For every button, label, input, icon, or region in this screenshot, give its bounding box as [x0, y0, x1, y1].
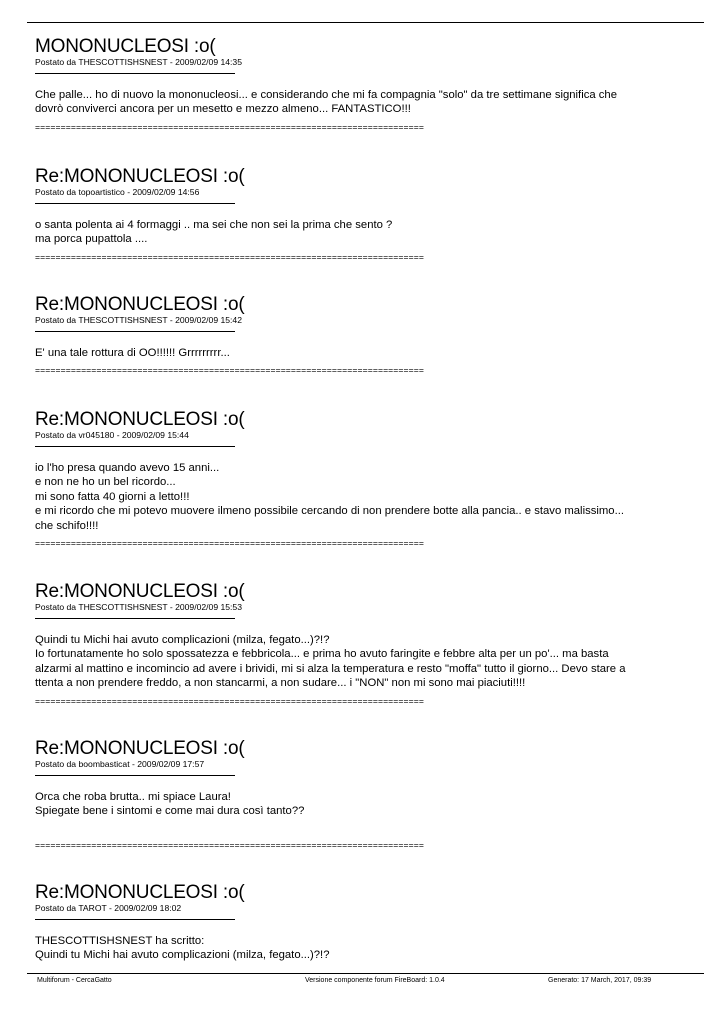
- post-6: [35, 739, 695, 850]
- title-divider: [35, 775, 235, 776]
- title-divider: [35, 331, 235, 332]
- body-line: mi sono fatta 40 giorni a letto!!!: [35, 490, 190, 503]
- post-meta: Postato da vr045180 - 2009/02/09 15:44: [35, 430, 189, 440]
- body-line: io l'ho presa quando avevo 15 anni...: [35, 462, 220, 474]
- body-line: THESCOTTISHSNEST ha scritto:: [35, 935, 205, 947]
- body-line: o santa polenta ai 4 formaggi .. ma sei che non sei la prima che sento ?: [35, 219, 393, 231]
- post-body: [35, 633, 695, 691]
- post-3: [35, 295, 695, 375]
- top-rule: [27, 22, 704, 23]
- post-meta: Postato da topoartistico - 2009/02/09 14:56: [35, 187, 200, 197]
- body-line: e mi ricordo che mi potevo muovere ilmeno possibile cercando di non prendere botte alla pancia.. e stavo malissimo...: [35, 505, 624, 518]
- body-line: Io fortunatamente ho solo spossatezza e febbricola... e prima ho avuto faringite e febbre alta per un po'... ma basta: [35, 648, 609, 661]
- post-separator: ============================================================================: [35, 121, 425, 132]
- post-meta: Postato da TAROT - 2009/02/09 18:02: [35, 903, 182, 913]
- post-separator: ============================================================================: [35, 538, 425, 549]
- post-body: [35, 218, 695, 247]
- footer-generated-date: Generato: 17 March, 2017, 09:39: [548, 977, 652, 984]
- title-divider: [35, 618, 235, 619]
- post-separator: ============================================================================: [35, 365, 425, 376]
- post-2: [35, 167, 695, 262]
- post-4: [35, 410, 695, 548]
- footer-version: Versione componente forum FireBoard: 1.0.4: [305, 977, 445, 984]
- post-body: [35, 346, 695, 360]
- post-title: Re:MONONUCLEOSI :o(: [35, 294, 245, 315]
- post-title: Re:MONONUCLEOSI :o(: [35, 409, 245, 430]
- post-meta: Postato da boombasticat - 2009/02/09 17:57: [35, 759, 205, 769]
- post-5: [35, 582, 695, 706]
- post-title: MONONUCLEOSI :o(: [35, 36, 216, 57]
- body-line: ma porca pupattola ....: [35, 233, 148, 246]
- body-line: e non ne ho un bel ricordo...: [35, 476, 176, 489]
- footer-site-name: Multiforum - CercaGatto: [37, 977, 112, 984]
- body-line: Quindi tu Michi hai avuto complicazioni (milza, fegato...)?!?: [35, 634, 330, 646]
- body-line: Quindi tu Michi hai avuto complicazioni (milza, fegato...)?!?: [35, 949, 330, 962]
- post-meta: Postato da THESCOTTISHSNEST - 2009/02/09 14:35: [35, 57, 242, 67]
- post-meta: Postato da THESCOTTISHSNEST - 2009/02/09 15:53: [35, 602, 242, 612]
- body-line: dovrò conviverci ancora per un mesetto e mezzo almeno... FANTASTICO!!!: [35, 103, 411, 116]
- post-separator: ============================================================================: [35, 839, 425, 850]
- body-line: E' una tale rottura di OO!!!!!! Grrrrrrrrr...: [35, 347, 230, 359]
- body-line: ttenta a non prendere freddo, a non stancarmi, a non sudare... i "NON" non mi sono mai piaciuti!!!!: [35, 677, 526, 690]
- post-separator: ============================================================================: [35, 251, 425, 262]
- body-line: alzarmi al mattino e incomincio ad avere i brividi, mi si alza la temperatura e resto "moffa" tutto il giorno... Devo stare a: [35, 662, 626, 675]
- body-line: Che palle... ho di nuovo la mononucleosi... e considerando che mi fa compagnia "solo" da tre settimane significa che: [35, 89, 617, 101]
- post-1: [35, 37, 695, 132]
- post-separator: ============================================================================: [35, 695, 425, 706]
- post-title: Re:MONONUCLEOSI :o(: [35, 882, 245, 903]
- post-meta: Postato da THESCOTTISHSNEST - 2009/02/09 15:42: [35, 315, 242, 325]
- post-body: [35, 461, 695, 533]
- body-line: che schifo!!!!: [35, 519, 99, 532]
- body-line: Orca che roba brutta.. mi spiace Laura!: [35, 791, 231, 803]
- body-line: Spiegate bene i sintomi e come mai dura così tanto??: [35, 805, 305, 818]
- post-body: [35, 88, 695, 117]
- post-title: Re:MONONUCLEOSI :o(: [35, 581, 245, 602]
- title-divider: [35, 446, 235, 447]
- post-7: [35, 883, 695, 963]
- post-title: Re:MONONUCLEOSI :o(: [35, 166, 245, 187]
- title-divider: [35, 203, 235, 204]
- footer-rule: [27, 973, 704, 974]
- post-body: [35, 934, 695, 963]
- title-divider: [35, 919, 235, 920]
- post-body: [35, 790, 695, 819]
- post-title: Re:MONONUCLEOSI :o(: [35, 738, 245, 759]
- title-divider: [35, 73, 235, 74]
